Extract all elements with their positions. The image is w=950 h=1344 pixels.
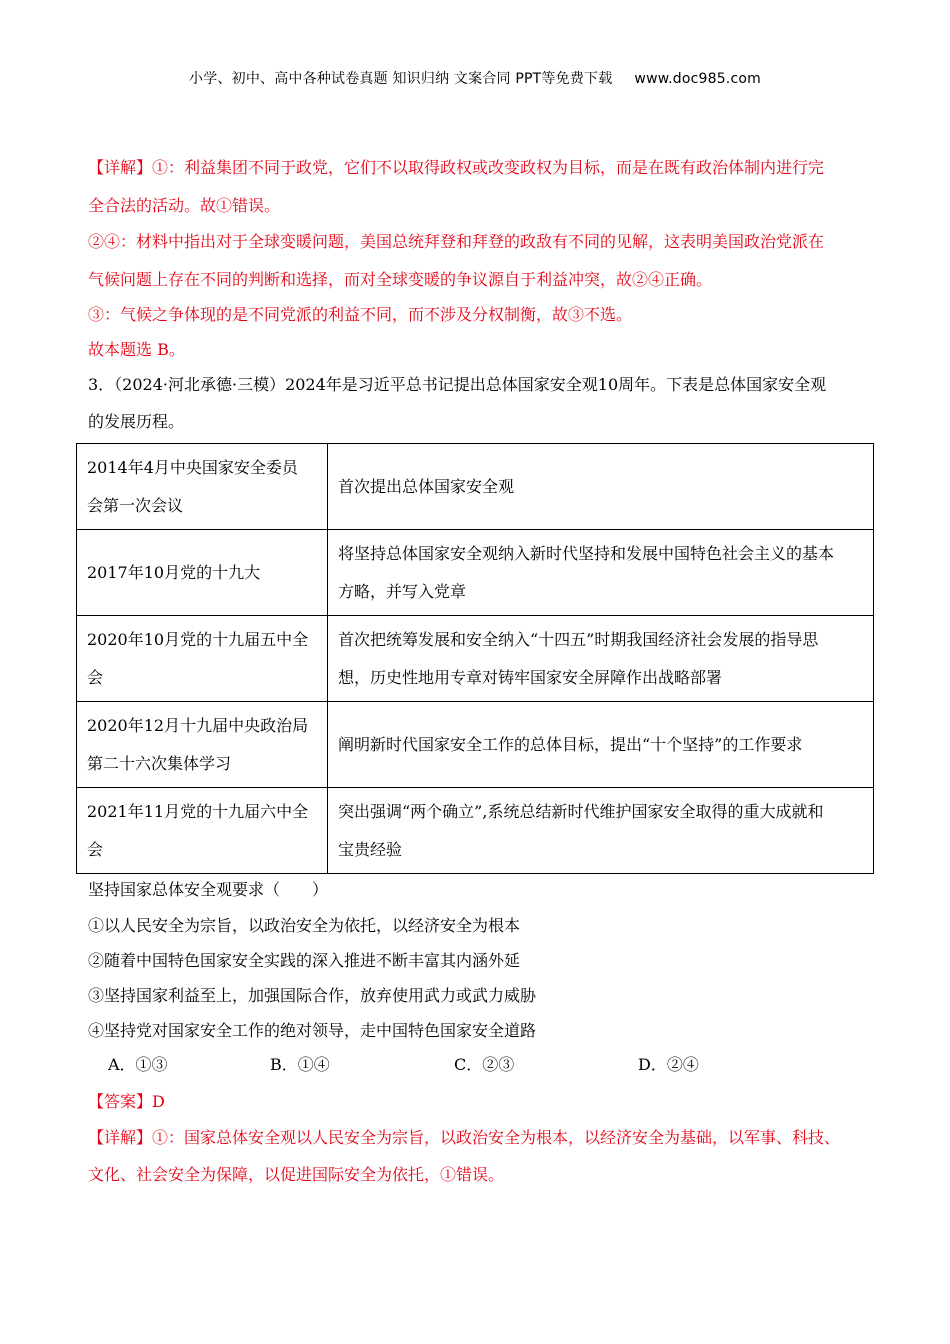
- security-history-table: [76, 443, 874, 874]
- prev-explanation-line: ③：气候之争体现的是不同党派的利益不同，而不涉及分权制衡，故③不选。: [88, 305, 633, 324]
- prev-explanation-line: 气候问题上存在不同的判断和选择，而对全球变暖的争议源自于利益冲突，故②④正确。: [88, 270, 713, 289]
- table-row: [77, 788, 874, 874]
- table-row: [77, 444, 874, 530]
- prev-explanation-line: ②④：材料中指出对于全球变暖问题，美国总统拜登和拜登的政敌有不同的见解，这表明美国政治党派在: [88, 232, 825, 251]
- table-row: [77, 530, 874, 616]
- table-cell-desc: 首次提出总体国家安全观: [328, 444, 874, 530]
- prev-explanation-line: 故本题选 B。: [88, 340, 185, 359]
- answer-detail: 【详解】①：国家总体安全观以人民安全为宗旨，以政治安全为根本，以经济安全为基础，以军事、科技、: [88, 1128, 841, 1147]
- table-cell-event: 2020年10月党的十九届五中全 会: [77, 616, 328, 702]
- table-cell-desc: 阐明新时代国家安全工作的总体目标，提出“十个坚持”的工作要求: [328, 702, 874, 788]
- table-cell-event: 2017年10月党的十九大: [77, 530, 328, 616]
- option-d[interactable]: D．②④: [638, 1055, 699, 1074]
- statement-item: ④坚持党对国家安全工作的绝对领导，走中国特色国家安全道路: [88, 1021, 537, 1040]
- table-cell-desc: 突出强调“两个确立”,系统总结新时代维护国家安全取得的重大成就和 宝贵经验: [328, 788, 874, 874]
- header-text: 小学、初中、高中各种试卷真题 知识归纳 文案合同 PPT等免费下载: [189, 71, 613, 87]
- table-cell-event: 2020年12月十九届中央政治局 第二十六次集体学习: [77, 702, 328, 788]
- table-cell-desc: 首次把统筹发展和安全纳入“十四五”时期我国经济社会发展的指导思 想，历史性地用专章对铸牢国家安全屏障作出战略部署: [328, 616, 874, 702]
- answer-label: 【答案】D: [88, 1092, 165, 1111]
- question-stem: 的发展历程。: [88, 412, 185, 431]
- answer-detail: 文化、社会安全为保障，以促进国际安全为依托，①错误。: [88, 1165, 505, 1184]
- statement-item: ①以人民安全为宗旨，以政治安全为依托，以经济安全为根本: [88, 916, 521, 935]
- table-cell-event: 2021年11月党的十九届六中全 会: [77, 788, 328, 874]
- option-b[interactable]: B．①④: [270, 1055, 330, 1074]
- question-prompt: 坚持国家总体安全观要求（ ）: [88, 880, 329, 899]
- page-header: [0, 68, 950, 88]
- table-row: [77, 616, 874, 702]
- table-cell-desc: 将坚持总体国家安全观纳入新时代坚持和发展中国特色社会主义的基本 方略，并写入党章: [328, 530, 874, 616]
- option-c[interactable]: C．②③: [454, 1055, 515, 1074]
- option-a[interactable]: A．①③: [108, 1055, 168, 1074]
- statement-item: ③坚持国家利益至上，加强国际合作，放弃使用武力或武力威胁: [88, 986, 537, 1005]
- statement-item: ②随着中国特色国家安全实践的深入推进不断丰富其内涵外延: [88, 951, 521, 970]
- prev-explanation-line: 全合法的活动。故①错误。: [88, 196, 281, 215]
- header-url[interactable]: www.doc985.com: [634, 71, 761, 87]
- prev-explanation-line: 【详解】①：利益集团不同于政党，它们不以取得政权或改变政权为目标，而是在既有政治体制内进行完: [88, 158, 825, 177]
- question-stem: 3．（2024·河北承德·三模）2024年是习近平总书记提出总体国家安全观10周年。下表是总体国家安全观: [88, 375, 827, 394]
- table-row: [77, 702, 874, 788]
- table-cell-event: 2014年4月中央国家安全委员 会第一次会议: [77, 444, 328, 530]
